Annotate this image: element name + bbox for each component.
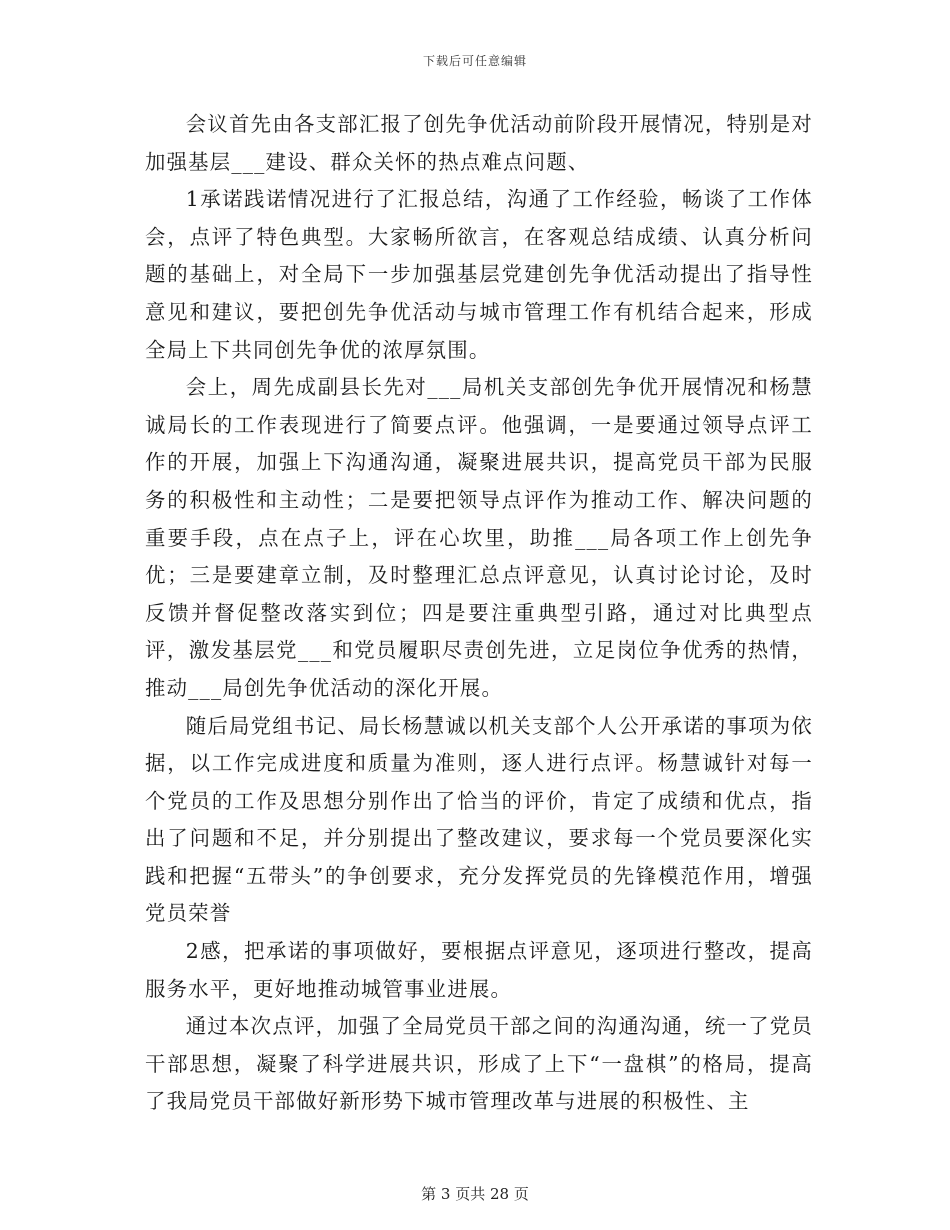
paragraph: 随后局党组书记、局长杨慧诚以机关支部个人公开承诺的事项为依据，以工作完成进度和质量为准则，逐人进行点评。杨慧诚针对每一个党员的工作及思想分别作出了恰当的评价，肯定了成绩和优点，指出了问题和不足，并分别提出了整改建议，要求每一个党员要深化实践和把握“五带头”的争创要求，充分发挥党员的先锋模范作用，增强党员荣誉 [145,713,813,926]
paragraph: 会上，周先成副县长先对___局机关支部创先争优开展情况和杨慧诚局长的工作表现进行了简要点评。他强调，一是要通过领导点评工作的开展，加强上下沟通沟通，凝聚进展共识，提高党员干部为民服务的积极性和主动性；二是要把领导点评作为推动工作、解决问题的重要手段，点在点子上，评在心坎里，助推___局各项工作上创先争优；三是要建章立制，及时整理汇总点评意见，认真讨论讨论，及时反馈并督促整改落实到位；四是要注重典型引路，通过对比典型点评，激发基层党___和党员履职尽责创先进，立足岗位争优秀的热情，推动___局创先争优活动的深化开展。 [145,375,813,700]
paragraph: 2感，把承诺的事项做好，要根据点评意见，逐项进行整改，提高服务水平，更好地推动城管事业进展。 [145,939,813,1001]
paragraph: 会议首先由各支部汇报了创先争优活动前阶段开展情况，特别是对加强基层___建设、群众关怀的热点难点问题、 [145,112,813,174]
document-body [145,106,813,1121]
paragraph: 通过本次点评，加强了全局党员干部之间的沟通沟通，统一了党员干部思想，凝聚了科学进展共识，形成了上下“一盘棋”的格局，提高了我局党员干部做好新形势下城市管理改革与进展的积极性、主 [145,1014,813,1114]
paragraph: 1承诺践诺情况进行了汇报总结，沟通了工作经验，畅谈了工作体会，点评了特色典型。大家畅所欲言，在客观总结成绩、认真分析问题的基础上，对全局下一步加强基层党建创先争优活动提出了指导性意见和建议，要把创先争优活动与城市管理工作有机结合起来，形成全局上下共同创先争优的浓厚氛围。 [145,187,813,362]
page-header: 下载后可任意编辑 [422,54,527,68]
page-footer: 第 3 页共 28 页 [421,1185,529,1203]
